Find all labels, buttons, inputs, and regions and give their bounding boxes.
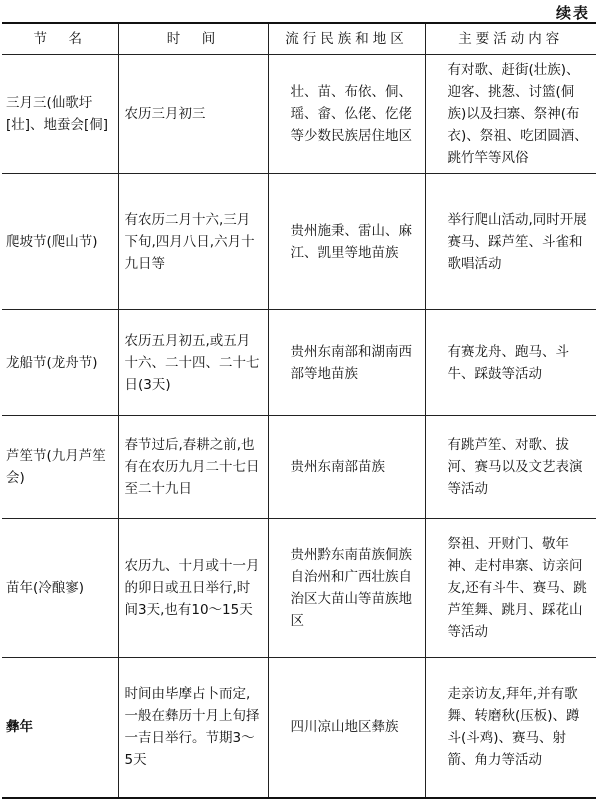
festival-region: 贵州东南部苗族 — [268, 416, 425, 519]
festival-region: 壮、苗、布依、侗、瑶、畲、仫佬、仡佬等少数民族居住地区 — [268, 55, 425, 174]
table-row — [2, 174, 596, 310]
festival-activities: 祭祖、开财门、敬年神、走村串寨、访亲问友,还有斗牛、赛马、跳芦笙舞、跳月、踩花山等活动 — [425, 519, 596, 658]
festival-time: 时间由毕摩占卜而定,一般在彝历十月上旬择一吉日举行。节期3～5天 — [118, 658, 268, 798]
festival-region: 四川凉山地区彝族 — [268, 658, 425, 798]
festival-time: 有农历二月十六,三月下旬,四月八日,六月十九日等 — [118, 174, 268, 310]
festival-table — [2, 22, 596, 799]
festival-name: 彝年 — [2, 658, 118, 798]
table-row — [2, 310, 596, 416]
festival-activities: 有跳芦笙、对歌、拔河、赛马以及文艺表演等活动 — [425, 416, 596, 519]
festival-name: 爬坡节(爬山节) — [2, 174, 118, 310]
festival-region: 贵州施秉、雷山、麻江、凯里等地苗族 — [268, 174, 425, 310]
festival-name: 龙船节(龙舟节) — [2, 310, 118, 416]
header-row — [2, 23, 596, 55]
festival-time: 农历九、十月或十一月的卯日或丑日举行,时间3天,也有10～15天 — [118, 519, 268, 658]
festival-region: 贵州东南部和湖南西部等地苗族 — [268, 310, 425, 416]
table-row — [2, 55, 596, 174]
header-region: 流行民族和地区 — [268, 23, 425, 55]
table-row — [2, 416, 596, 519]
festival-name: 三月三(仙歌圩[壮]、地蚕会[侗] — [2, 55, 118, 174]
festival-time: 农历五月初五,或五月十六、二十四、二十七日(3天) — [118, 310, 268, 416]
festival-activities: 有赛龙舟、跑马、斗牛、踩鼓等活动 — [425, 310, 596, 416]
festival-name: 芦笙节(九月芦笙会) — [2, 416, 118, 519]
festival-activities: 举行爬山活动,同时开展赛马、踩芦笙、斗雀和歌唱活动 — [425, 174, 596, 310]
continued-label: 续表 — [555, 4, 590, 22]
festival-time: 农历三月初三 — [118, 55, 268, 174]
festival-name: 苗年(冷酿寥) — [2, 519, 118, 658]
header-festival-name: 节 名 — [2, 23, 118, 55]
festival-time: 春节过后,春耕之前,也有在农历九月二十七日至二十九日 — [118, 416, 268, 519]
table-row — [2, 519, 596, 658]
header-time: 时 间 — [118, 23, 268, 55]
festival-activities: 有对歌、赶街(壮族)、迎客、挑葱、讨篮(侗族)以及扫寨、祭神(布衣)、祭祖、吃团圆酒、跳竹竿等风俗 — [425, 55, 596, 174]
table-row — [2, 658, 596, 798]
header-activities: 主要活动内容 — [425, 23, 596, 55]
festival-region: 贵州黔东南苗族侗族自治州和广西壮族自治区大苗山等苗族地区 — [268, 519, 425, 658]
festival-activities: 走亲访友,拜年,并有歌舞、转磨秋(压板)、蹲斗(斗鸡)、赛马、射箭、角力等活动 — [425, 658, 596, 798]
